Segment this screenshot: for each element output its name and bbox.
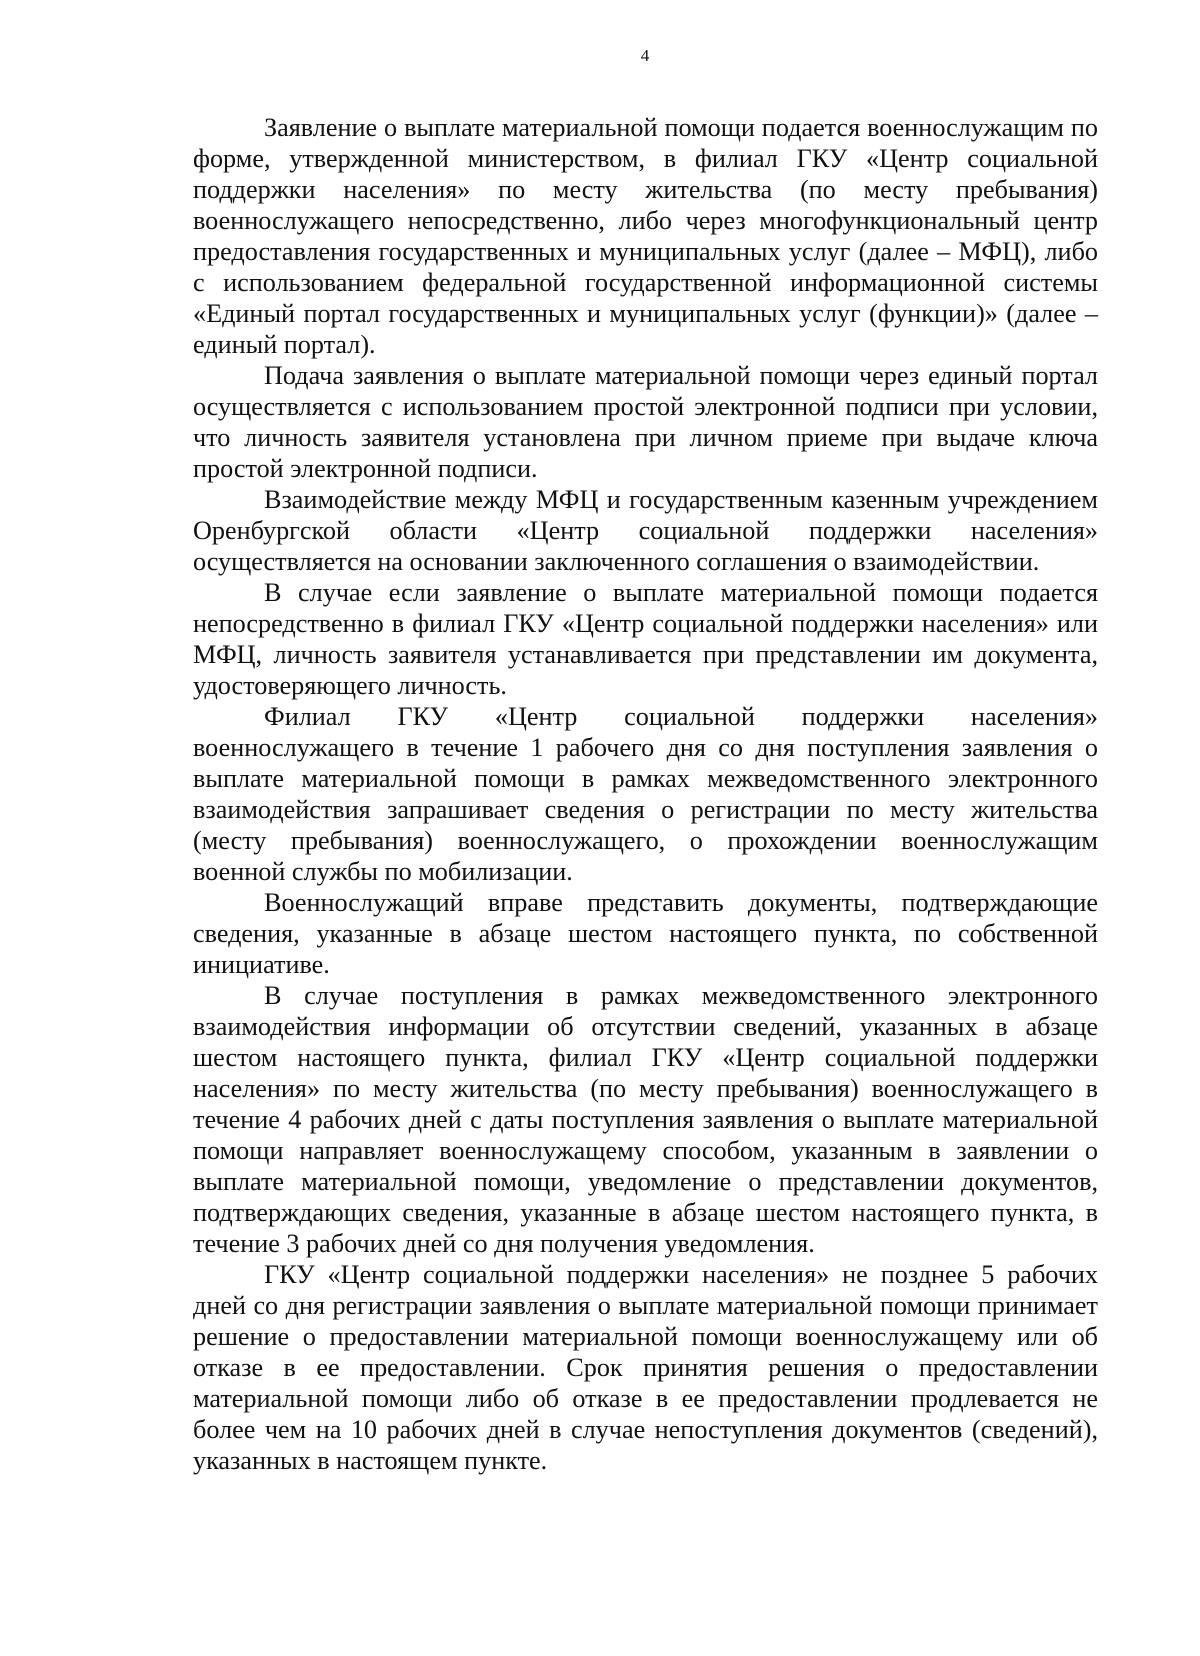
paragraph-unified-portal: Подача заявления о выплате материальной помощи через единый портал осуществляется с использованием простой электронной подписи при условии, что личность заявителя установлена при личном приеме при выдаче ключа простой электронной подписи. — [193, 361, 1098, 483]
paragraph-application-submission: Заявление о выплате материальной помощи подается военнослужащим по форме, утвержденной министерством, в филиал ГКУ «Центр социальной поддержки населения» по месту жительства (по месту пребывания) военнослужащего непосредственно, либо через многофункциональный центр предоставления государственных и муниципальных услуг (далее – МФЦ), либо с использованием федеральной государственной информационной системы «Единый портал государственных и муниципальных услуг (функции)» (далее – единый портал). — [193, 113, 1098, 359]
document-body — [193, 112, 1098, 1476]
paragraph-identity-verification: В случае если заявление о выплате материальной помощи подается непосредственно в филиал ГКУ «Центр социальной поддержки населения» или МФЦ, личность заявителя устанавливается при представлении им документа, удостоверяющего личность. — [193, 578, 1098, 700]
paragraph-interdepartmental-request: Филиал ГКУ «Центр социальной поддержки населения» военнослужащего в течение 1 рабочего дня со дня поступления заявления о выплате материальной помощи в рамках межведомственного электронного взаимодействия запрашивает сведения о регистрации по месту жительства (месту пребывания) военнослужащего, о прохождении военнослужащим военной службы по мобилизации. — [193, 702, 1098, 886]
paragraph-decision-deadline: ГКУ «Центр социальной поддержки населения» не позднее 5 рабочих дней со дня регистрации заявления о выплате материальной помощи принимает решение о предоставлении материальной помощи военнослужащему или об отказе в ее предоставлении. Срок принятия решения о предоставлении материальной помощи либо об отказе в ее предоставлении продлевается не более чем на 10 рабочих дней в случае непоступления документов (сведений), указанных в настоящем пункте. — [193, 1260, 1098, 1475]
page-number: 4 — [640, 46, 650, 65]
paragraph-own-initiative: Военнослужащий вправе представить документы, подтверждающие сведения, указанные в абзаце шестом настоящего пункта, по собственной инициативе. — [193, 888, 1098, 979]
paragraph-mfc-interaction: Взаимодействие между МФЦ и государственным казенным учреждением Оренбургской области «Центр социальной поддержки населения» осуществляется на основании заключенного соглашения о взаимодействии. — [193, 485, 1098, 576]
paragraph-missing-information: В случае поступления в рамках межведомственного электронного взаимодействия информации об отсутствии сведений, указанных в абзаце шестом настоящего пункта, филиал ГКУ «Центр социальной поддержки населения» по месту жительства (по месту пребывания) военнослужащего в течение 4 рабочих дней с даты поступления заявления о выплате материальной помощи направляет военнослужащему способом, указанным в заявлении о выплате материальной помощи, уведомление о представлении документов, подтверждающих сведения, указанные в абзаце шестом настоящего пункта, в течение 3 рабочих дней со дня получения уведомления. — [193, 981, 1098, 1258]
